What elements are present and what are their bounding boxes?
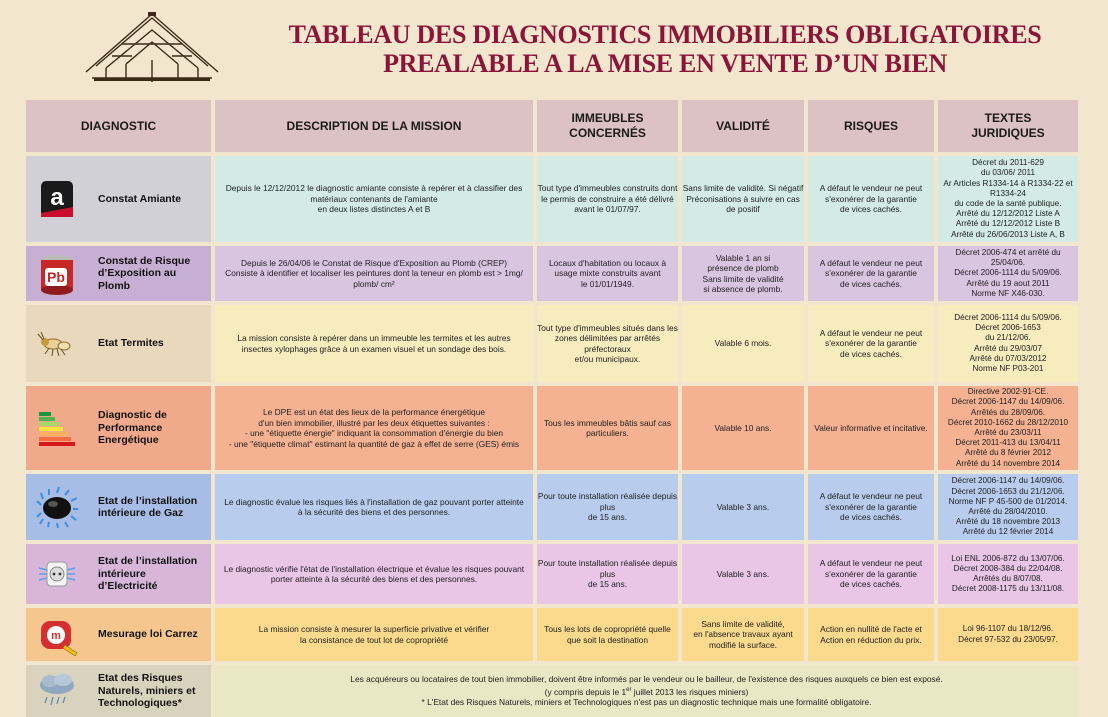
row-ernmt-line-3: * L'Etat des Risques Naturels, miniers et Technologiques n'est pas un diagnostic technique mais une formalité obligatoire. [421,697,872,708]
electric-socket-icon [32,549,82,599]
row-termites-description [215,305,533,382]
barn-logo [82,8,222,90]
diagnostics-table [26,100,1082,717]
row-dpe-immeubles-text: Tous les immeubles bâtis sauf cas particuliers. [543,417,672,438]
row-amiante-textes [938,156,1078,242]
row-termites-risques-text: A défaut le vendeur ne peut s'exonérer de la garantie de vices cachés. [819,327,923,359]
row-dpe-risques-text: Valeur informative et incitative. [814,422,928,433]
row-gaz-immeubles-text: Pour toute installation réalisée depuis plus de 15 ans. [537,491,678,523]
row-ernmt-line-2b: juillet 2013 les risques miniers) [631,686,749,697]
row-electricite-risques [808,544,934,604]
row-gaz-validite [682,474,804,540]
row-gaz-description [215,474,533,540]
row-gaz-diagnostic [26,474,211,540]
row-dpe-diagnostic [26,386,211,470]
row-termites-description-text: La mission consiste à repérer dans un immeuble les termites et les autres insectes xylophages grâce à un examen visuel et un sondage des bois. [237,333,511,354]
row-amiante-risques-text: A défaut le vendeur ne peut s'exonérer de la garantie de vices cachés. [819,183,923,215]
row-electricite-validite-text: Valable 3 ans. [716,568,770,579]
row-dpe-description-text: Le DPE est un état des lieux de la performance énergétique d'un bien immobilier, illustré par les deux étiquettes suivantes : - une "étiquette énergie" indiquant la consommation d'énergie du bien - une "étiquette climat" estimant la quantité de gaz à effet de serre (GES) émis [228,407,520,449]
header-textes: TEXTES JURIDIQUES [938,100,1078,152]
svg-text:Pb: Pb [47,268,65,285]
row-amiante-risques [808,156,934,242]
row-carrez-description [215,608,533,661]
row-plomb-validite-text: Valable 1 an si présence de plomb Sans limite de validité si absence de plomb. [702,252,784,294]
gas-flame-icon [32,482,82,532]
row-electricite-risques-text: A défaut le vendeur ne peut s'exonérer de la garantie de vices cachés. [819,558,923,590]
header-description: DESCRIPTION DE LA MISSION [215,100,533,152]
row-ernmt-line-2-sup: er [626,686,632,693]
page-title [240,20,1090,78]
row-gaz-description-text: Le diagnostic évalue les risques liés à l'installation de gaz pouvant porter atteinte à la sécurité des biens et des personnes. [224,496,524,517]
row-electricite-immeubles [537,544,678,604]
row-amiante-textes-text: Décret du 2011-629 du 03/06/ 2011 Ar Articles R1334-14 à R1334-22 et R1334-24 du code de la santé publique. Arrêté du 12/12/2012 Liste A Arrêté du 12/12/2012 Liste B Arrêté du 26/06/2013 Liste A, B [943,158,1073,239]
row-plomb-textes-text: Décret 2006-474 et arrêté du 25/04/06. Décret 2006-1114 du 5/09/06. Arrêté du 19 aout 2011 Norme NF X46-030. [954,247,1062,298]
row-plomb-description [215,246,533,301]
row-carrez-textes-text: Loi 96-1107 du 18/12/96. Décret 97-532 du 23/05/97. [958,624,1058,644]
row-gaz-risques [808,474,934,540]
row-dpe-immeubles [537,386,678,470]
row-electricite-description-text: Le diagnostic vérifie l'état de l'installation électrique et évalue les risques pouvant porter atteinte à la sécurité des biens et des personnes. [223,563,525,584]
row-gaz-risques-text: A défaut le vendeur ne peut s'exonérer de la garantie de vices cachés. [819,491,923,523]
row-termites-immeubles-text: Tout type d'immeubles situés dans les zones délimitées par arrêtés préfectoraux et/ou municipaux. [537,322,678,364]
row-electricite-immeubles-text: Pour toute installation réalisée depuis plus de 15 ans. [537,558,678,590]
title-line-1: TABLEAU DES DIAGNOSTICS IMMOBILIERS OBLIGATOIRES [288,20,1042,49]
row-gaz-textes [938,474,1078,540]
row-amiante-diagnostic [26,156,211,242]
row-dpe-textes-text: Directive 2002-91-CE. Décret 2006-1147 du 14/09/06. Arrêtés du 28/09/06. Décret 2010-1662 du 28/12/2010 Arrêté du 23/03/11 Décret 2011-413 du 13/04/11 Arrêté du 8 février 2012 Arrêté du 14 novembre 2014 [947,387,1069,468]
row-termites-risques [808,305,934,382]
row-electricite-textes-text: Loi ENL 2006-872 du 13/07/06. Décret 2008-384 du 22/04/08. Arrêtés du 8/07/08. Décret 2008-1175 du 13/11/08. [951,553,1065,594]
row-electricite-textes [938,544,1078,604]
energy-label-icon [32,403,82,453]
row-amiante-validite-text: Sans limite de validité. Si négatif Préconisations à suivre en cas de positif [682,183,804,215]
row-carrez-immeubles [537,608,678,661]
row-electricite-name: Etat de l’installation intérieure d’Electricité [98,555,198,593]
row-plomb-description-text: Depuis le 26/04/06 le Constat de Risque d'Exposition au Plomb (CREP) Consiste à identifier et localiser les peintures dont la teneur en plomb est > 1mg/ plomb/ cm² [225,257,523,289]
header-risques: RISQUES [808,100,934,152]
row-amiante-immeubles-text: Tout type d'immeubles construits dont le permis de construire a été délivré avant le 01/07/97. [537,183,678,215]
row-plomb-validite [682,246,804,301]
row-ernmt-description [215,665,1078,717]
row-plomb-immeubles [537,246,678,301]
row-carrez-validite-text: Sans limite de validité, en l'absence travaux ayant modifié la surface. [693,618,793,650]
row-termites-validite-text: Valable 6 mois. [714,338,772,349]
row-ernmt-name: Etat des Risques Naturels, miniers et Technologiques* [98,672,196,710]
row-plomb-name: Constat de Risque d’Exposition au Plomb [98,254,191,292]
row-termites-name: Etat Termites [98,337,164,350]
svg-text:m: m [51,629,61,642]
row-carrez-risques [808,608,934,661]
row-plomb-risques-text: A défaut le vendeur ne peut s'exonérer de la garantie de vices cachés. [819,257,923,289]
row-plomb-immeubles-text: Locaux d'habitation ou locaux à usage mixte construits avant le 01/01/1949. [548,257,667,289]
row-carrez-name: Mesurage loi Carrez [98,628,198,641]
row-termites-validite [682,305,804,382]
row-ernmt-diagnostic [26,665,211,717]
row-carrez-textes [938,608,1078,661]
row-amiante-description [215,156,533,242]
header-diagnostic: DIAGNOSTIC [26,100,211,152]
row-termites-immeubles [537,305,678,382]
row-ernmt-line-1: Les acquéreurs ou locataires de tout bien immobilier, doivent être informés par le vendeur ou le bailleur, de l'existence des risques auxquels ce bien est exposé. [350,673,943,684]
row-amiante-validite [682,156,804,242]
amiante-icon [32,174,82,224]
row-dpe-name: Diagnostic de Performance Energétique [98,409,167,447]
row-amiante-immeubles [537,156,678,242]
row-termites-textes-text: Décret 2006-1114 du 5/09/06. Décret 2006-1653 du 21/12/06. Arrêté du 29/03/07 Arrêté du 07/03/2012 Norme NF P03-201 [954,312,1062,373]
row-plomb-textes [938,246,1078,301]
header-validite: VALIDITÉ [682,100,804,152]
row-termites-diagnostic [26,305,211,382]
row-dpe-description [215,386,533,470]
row-ernmt-line-2a: (y compris depuis le 1 [544,686,627,697]
row-electricite-validite [682,544,804,604]
row-gaz-name: Etat de l’installation intérieure de Gaz [98,494,198,519]
row-ernmt-line-2 [350,685,942,698]
row-carrez-risques-text: Action en nullité de l'acte et Action en réduction du prix. [820,624,922,645]
row-gaz-textes-text: Décret 2006-1147 du 14/09/06. Décret 2006-1653 du 21/12/06. Norme NF P 45-500 de 01/2014. Arrêté du 28/04/2010. Arrêté du 18 novembre 2013 Arrêté du 12 février 2014 [948,476,1068,537]
row-electricite-diagnostic [26,544,211,604]
tape-measure-icon [32,610,82,660]
termite-icon [32,319,82,369]
row-dpe-validite-text: Valable 10 ans. [714,422,772,433]
storm-cloud-icon [32,666,82,716]
row-plomb-diagnostic [26,246,211,301]
row-carrez-description-text: La mission consiste à mesurer la superficie privative et vérifier la consistance de tout lot de copropriété [258,624,490,645]
row-termites-textes [938,305,1078,382]
row-dpe-validite [682,386,804,470]
row-gaz-immeubles [537,474,678,540]
row-carrez-validite [682,608,804,661]
title-line-2: PREALABLE A LA MISE EN VENTE D’UN BIEN [383,49,947,78]
plomb-icon [32,249,82,299]
row-dpe-risques [808,386,934,470]
row-carrez-diagnostic [26,608,211,661]
row-amiante-name: Constat Amiante [98,192,182,205]
row-amiante-description-text: Depuis le 12/12/2012 le diagnostic amiante consiste à repérer et à classifier des matériaux contenants de l'amiante en deux listes distinctes A et B [225,183,523,215]
row-gaz-validite-text: Valable 3 ans. [716,501,770,512]
svg-text:a: a [50,184,64,211]
row-electricite-description [215,544,533,604]
row-carrez-immeubles-text: Tous les lots de copropriété quelle que soit la destination [544,624,671,645]
row-plomb-risques [808,246,934,301]
header-immeubles: IMMEUBLES CONCERNÉS [537,100,678,152]
row-dpe-textes [938,386,1078,470]
